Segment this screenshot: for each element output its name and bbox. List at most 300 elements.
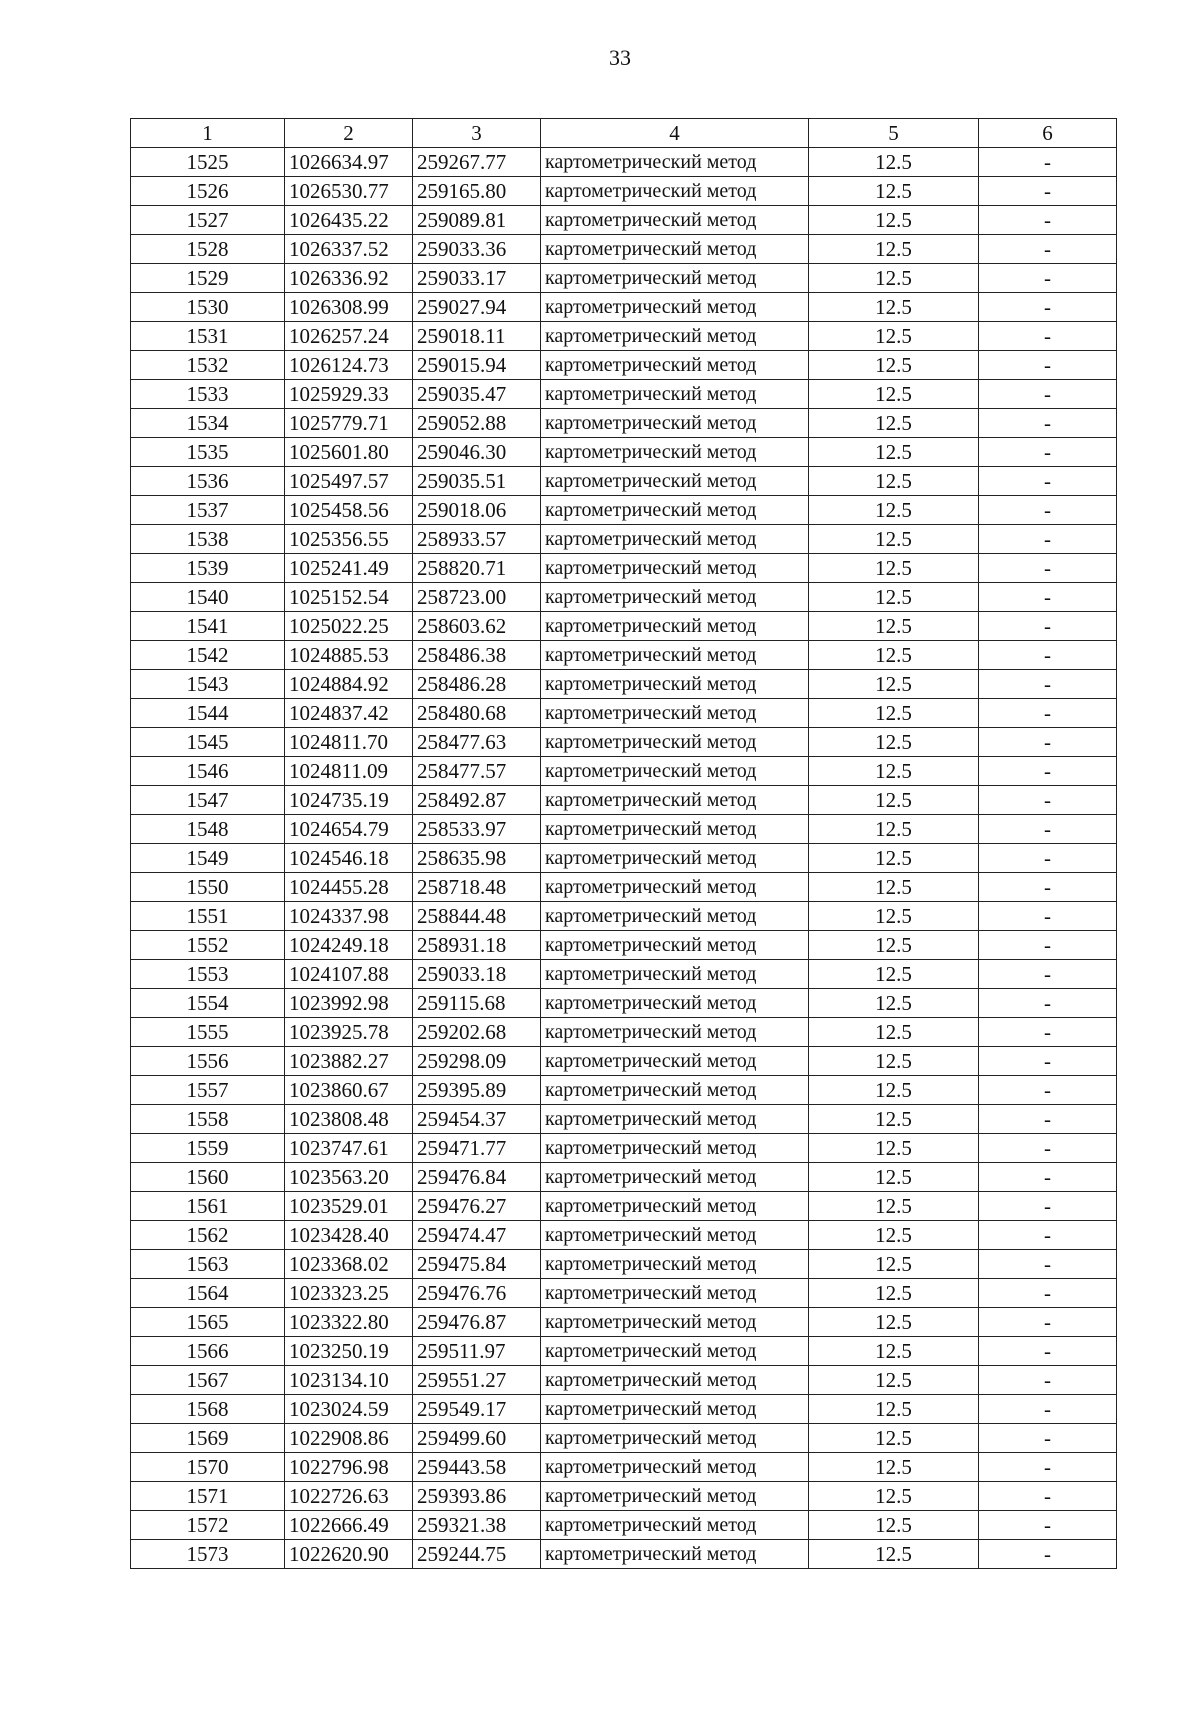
point-number-cell: 1550	[131, 873, 285, 902]
column-header-4: 4	[541, 119, 809, 148]
point-number-cell: 1555	[131, 1018, 285, 1047]
y-coordinate-cell: 258718.48	[413, 873, 541, 902]
method-cell: картометрический метод	[541, 438, 809, 467]
x-coordinate-cell: 1024107.88	[285, 960, 413, 989]
note-cell: -	[979, 1453, 1117, 1482]
accuracy-cell: 12.5	[809, 1047, 979, 1076]
point-number-cell: 1539	[131, 554, 285, 583]
point-number-cell: 1543	[131, 670, 285, 699]
table-row	[131, 1540, 1117, 1569]
accuracy-cell: 12.5	[809, 1076, 979, 1105]
method-cell: картометрический метод	[541, 206, 809, 235]
table-row	[131, 902, 1117, 931]
y-coordinate-cell: 258477.57	[413, 757, 541, 786]
point-number-cell: 1573	[131, 1540, 285, 1569]
x-coordinate-cell: 1026530.77	[285, 177, 413, 206]
accuracy-cell: 12.5	[809, 1250, 979, 1279]
table-row	[131, 612, 1117, 641]
page-number: 33	[609, 45, 631, 70]
note-cell: -	[979, 612, 1117, 641]
y-coordinate-cell: 258933.57	[413, 525, 541, 554]
accuracy-cell: 12.5	[809, 1134, 979, 1163]
table-row	[131, 1192, 1117, 1221]
point-number-cell: 1538	[131, 525, 285, 554]
method-cell: картометрический метод	[541, 1076, 809, 1105]
table-row	[131, 757, 1117, 786]
x-coordinate-cell: 1023323.25	[285, 1279, 413, 1308]
x-coordinate-cell: 1023024.59	[285, 1395, 413, 1424]
accuracy-cell: 12.5	[809, 264, 979, 293]
point-number-cell: 1570	[131, 1453, 285, 1482]
x-coordinate-cell: 1025601.80	[285, 438, 413, 467]
table-row	[131, 1337, 1117, 1366]
table-row	[131, 1453, 1117, 1482]
accuracy-cell: 12.5	[809, 148, 979, 177]
accuracy-cell: 12.5	[809, 554, 979, 583]
accuracy-cell: 12.5	[809, 1540, 979, 1569]
point-number-cell: 1532	[131, 351, 285, 380]
table-row	[131, 844, 1117, 873]
method-cell: картометрический метод	[541, 322, 809, 351]
note-cell: -	[979, 1424, 1117, 1453]
y-coordinate-cell: 259298.09	[413, 1047, 541, 1076]
note-cell: -	[979, 1192, 1117, 1221]
x-coordinate-cell: 1023747.61	[285, 1134, 413, 1163]
point-number-cell: 1534	[131, 409, 285, 438]
method-cell: картометрический метод	[541, 902, 809, 931]
point-number-cell: 1547	[131, 786, 285, 815]
accuracy-cell: 12.5	[809, 1337, 979, 1366]
method-cell: картометрический метод	[541, 612, 809, 641]
column-header-5: 5	[809, 119, 979, 148]
accuracy-cell: 12.5	[809, 409, 979, 438]
y-coordinate-cell: 259165.80	[413, 177, 541, 206]
accuracy-cell: 12.5	[809, 206, 979, 235]
note-cell: -	[979, 1250, 1117, 1279]
point-number-cell: 1537	[131, 496, 285, 525]
x-coordinate-cell: 1022908.86	[285, 1424, 413, 1453]
table-row	[131, 815, 1117, 844]
note-cell: -	[979, 1134, 1117, 1163]
x-coordinate-cell: 1026337.52	[285, 235, 413, 264]
table-row	[131, 728, 1117, 757]
point-number-cell: 1559	[131, 1134, 285, 1163]
table-row	[131, 1105, 1117, 1134]
x-coordinate-cell: 1026634.97	[285, 148, 413, 177]
note-cell: -	[979, 844, 1117, 873]
method-cell: картометрический метод	[541, 1366, 809, 1395]
method-cell: картометрический метод	[541, 496, 809, 525]
table-row	[131, 1308, 1117, 1337]
point-number-cell: 1528	[131, 235, 285, 264]
point-number-cell: 1562	[131, 1221, 285, 1250]
x-coordinate-cell: 1025497.57	[285, 467, 413, 496]
accuracy-cell: 12.5	[809, 496, 979, 525]
note-cell: -	[979, 1163, 1117, 1192]
method-cell: картометрический метод	[541, 1424, 809, 1453]
method-cell: картометрический метод	[541, 467, 809, 496]
method-cell: картометрический метод	[541, 1395, 809, 1424]
note-cell: -	[979, 177, 1117, 206]
table-row	[131, 554, 1117, 583]
note-cell: -	[979, 351, 1117, 380]
y-coordinate-cell: 259027.94	[413, 293, 541, 322]
x-coordinate-cell: 1025356.55	[285, 525, 413, 554]
accuracy-cell: 12.5	[809, 351, 979, 380]
method-cell: картометрический метод	[541, 293, 809, 322]
y-coordinate-cell: 259549.17	[413, 1395, 541, 1424]
accuracy-cell: 12.5	[809, 322, 979, 351]
y-coordinate-cell: 259499.60	[413, 1424, 541, 1453]
note-cell: -	[979, 1511, 1117, 1540]
method-cell: картометрический метод	[541, 409, 809, 438]
y-coordinate-cell: 258723.00	[413, 583, 541, 612]
table-row	[131, 1395, 1117, 1424]
accuracy-cell: 12.5	[809, 1018, 979, 1047]
method-cell: картометрический метод	[541, 786, 809, 815]
y-coordinate-cell: 259443.58	[413, 1453, 541, 1482]
accuracy-cell: 12.5	[809, 1163, 979, 1192]
point-number-cell: 1565	[131, 1308, 285, 1337]
table-row	[131, 206, 1117, 235]
note-cell: -	[979, 554, 1117, 583]
method-cell: картометрический метод	[541, 960, 809, 989]
x-coordinate-cell: 1026124.73	[285, 351, 413, 380]
point-number-cell: 1571	[131, 1482, 285, 1511]
method-cell: картометрический метод	[541, 1482, 809, 1511]
note-cell: -	[979, 1279, 1117, 1308]
accuracy-cell: 12.5	[809, 1308, 979, 1337]
x-coordinate-cell: 1024455.28	[285, 873, 413, 902]
note-cell: -	[979, 815, 1117, 844]
table-row	[131, 583, 1117, 612]
note-cell: -	[979, 931, 1117, 960]
point-number-cell: 1544	[131, 699, 285, 728]
method-cell: картометрический метод	[541, 1511, 809, 1540]
x-coordinate-cell: 1023925.78	[285, 1018, 413, 1047]
method-cell: картометрический метод	[541, 989, 809, 1018]
method-cell: картометрический метод	[541, 844, 809, 873]
y-coordinate-cell: 259035.51	[413, 467, 541, 496]
method-cell: картометрический метод	[541, 1105, 809, 1134]
accuracy-cell: 12.5	[809, 699, 979, 728]
accuracy-cell: 12.5	[809, 815, 979, 844]
table-row	[131, 351, 1117, 380]
table-row	[131, 148, 1117, 177]
table-row	[131, 293, 1117, 322]
y-coordinate-cell: 258533.97	[413, 815, 541, 844]
y-coordinate-cell: 259033.36	[413, 235, 541, 264]
accuracy-cell: 12.5	[809, 757, 979, 786]
y-coordinate-cell: 259018.06	[413, 496, 541, 525]
table-row	[131, 960, 1117, 989]
table-row	[131, 670, 1117, 699]
method-cell: картометрический метод	[541, 583, 809, 612]
accuracy-cell: 12.5	[809, 1424, 979, 1453]
x-coordinate-cell: 1023134.10	[285, 1366, 413, 1395]
table-row	[131, 235, 1117, 264]
point-number-cell: 1557	[131, 1076, 285, 1105]
table-row	[131, 496, 1117, 525]
x-coordinate-cell: 1023322.80	[285, 1308, 413, 1337]
table-row	[131, 873, 1117, 902]
point-number-cell: 1526	[131, 177, 285, 206]
method-cell: картометрический метод	[541, 728, 809, 757]
table-row	[131, 989, 1117, 1018]
note-cell: -	[979, 1540, 1117, 1569]
note-cell: -	[979, 873, 1117, 902]
point-number-cell: 1572	[131, 1511, 285, 1540]
x-coordinate-cell: 1026308.99	[285, 293, 413, 322]
y-coordinate-cell: 259244.75	[413, 1540, 541, 1569]
point-number-cell: 1568	[131, 1395, 285, 1424]
accuracy-cell: 12.5	[809, 380, 979, 409]
x-coordinate-cell: 1023250.19	[285, 1337, 413, 1366]
point-number-cell: 1569	[131, 1424, 285, 1453]
y-coordinate-cell: 258931.18	[413, 931, 541, 960]
method-cell: картометрический метод	[541, 1250, 809, 1279]
point-number-cell: 1558	[131, 1105, 285, 1134]
note-cell: -	[979, 699, 1117, 728]
table-row	[131, 264, 1117, 293]
x-coordinate-cell: 1022796.98	[285, 1453, 413, 1482]
table-row	[131, 641, 1117, 670]
method-cell: картометрический метод	[541, 873, 809, 902]
y-coordinate-cell: 259046.30	[413, 438, 541, 467]
y-coordinate-cell: 259395.89	[413, 1076, 541, 1105]
coordinates-table	[130, 118, 1117, 1569]
column-header-1: 1	[131, 119, 285, 148]
note-cell: -	[979, 322, 1117, 351]
y-coordinate-cell: 259471.77	[413, 1134, 541, 1163]
table-row	[131, 1482, 1117, 1511]
note-cell: -	[979, 264, 1117, 293]
accuracy-cell: 12.5	[809, 1482, 979, 1511]
y-coordinate-cell: 258486.38	[413, 641, 541, 670]
table-row	[131, 525, 1117, 554]
y-coordinate-cell: 258820.71	[413, 554, 541, 583]
y-coordinate-cell: 259015.94	[413, 351, 541, 380]
y-coordinate-cell: 258635.98	[413, 844, 541, 873]
note-cell: -	[979, 1076, 1117, 1105]
y-coordinate-cell: 259476.27	[413, 1192, 541, 1221]
table-header-row	[131, 119, 1117, 148]
table-row	[131, 1221, 1117, 1250]
method-cell: картометрический метод	[541, 641, 809, 670]
note-cell: -	[979, 235, 1117, 264]
x-coordinate-cell: 1024837.42	[285, 699, 413, 728]
accuracy-cell: 12.5	[809, 1279, 979, 1308]
method-cell: картометрический метод	[541, 757, 809, 786]
note-cell: -	[979, 1337, 1117, 1366]
y-coordinate-cell: 259511.97	[413, 1337, 541, 1366]
note-cell: -	[979, 1047, 1117, 1076]
note-cell: -	[979, 148, 1117, 177]
y-coordinate-cell: 259476.76	[413, 1279, 541, 1308]
note-cell: -	[979, 1221, 1117, 1250]
x-coordinate-cell: 1025241.49	[285, 554, 413, 583]
accuracy-cell: 12.5	[809, 612, 979, 641]
note-cell: -	[979, 1366, 1117, 1395]
note-cell: -	[979, 496, 1117, 525]
point-number-cell: 1529	[131, 264, 285, 293]
table-row	[131, 1279, 1117, 1308]
table-row	[131, 1134, 1117, 1163]
x-coordinate-cell: 1025022.25	[285, 612, 413, 641]
y-coordinate-cell: 259035.47	[413, 380, 541, 409]
x-coordinate-cell: 1026336.92	[285, 264, 413, 293]
accuracy-cell: 12.5	[809, 902, 979, 931]
table-row	[131, 177, 1117, 206]
method-cell: картометрический метод	[541, 525, 809, 554]
note-cell: -	[979, 989, 1117, 1018]
y-coordinate-cell: 259475.84	[413, 1250, 541, 1279]
point-number-cell: 1525	[131, 148, 285, 177]
x-coordinate-cell: 1024249.18	[285, 931, 413, 960]
point-number-cell: 1533	[131, 380, 285, 409]
y-coordinate-cell: 259393.86	[413, 1482, 541, 1511]
y-coordinate-cell: 258603.62	[413, 612, 541, 641]
y-coordinate-cell: 259033.17	[413, 264, 541, 293]
method-cell: картометрический метод	[541, 815, 809, 844]
method-cell: картометрический метод	[541, 264, 809, 293]
x-coordinate-cell: 1023992.98	[285, 989, 413, 1018]
x-coordinate-cell: 1022666.49	[285, 1511, 413, 1540]
accuracy-cell: 12.5	[809, 786, 979, 815]
note-cell: -	[979, 641, 1117, 670]
method-cell: картометрический метод	[541, 148, 809, 177]
x-coordinate-cell: 1026435.22	[285, 206, 413, 235]
y-coordinate-cell: 258486.28	[413, 670, 541, 699]
x-coordinate-cell: 1024811.70	[285, 728, 413, 757]
column-header-6: 6	[979, 119, 1117, 148]
x-coordinate-cell: 1022726.63	[285, 1482, 413, 1511]
method-cell: картометрический метод	[541, 1134, 809, 1163]
table-row	[131, 699, 1117, 728]
x-coordinate-cell: 1022620.90	[285, 1540, 413, 1569]
table-body	[131, 148, 1117, 1569]
method-cell: картометрический метод	[541, 1453, 809, 1482]
note-cell: -	[979, 1308, 1117, 1337]
accuracy-cell: 12.5	[809, 1395, 979, 1424]
x-coordinate-cell: 1024654.79	[285, 815, 413, 844]
y-coordinate-cell: 259476.84	[413, 1163, 541, 1192]
point-number-cell: 1548	[131, 815, 285, 844]
table-row	[131, 1047, 1117, 1076]
note-cell: -	[979, 467, 1117, 496]
accuracy-cell: 12.5	[809, 1105, 979, 1134]
x-coordinate-cell: 1023529.01	[285, 1192, 413, 1221]
accuracy-cell: 12.5	[809, 728, 979, 757]
accuracy-cell: 12.5	[809, 1192, 979, 1221]
note-cell: -	[979, 583, 1117, 612]
y-coordinate-cell: 259033.18	[413, 960, 541, 989]
x-coordinate-cell: 1023882.27	[285, 1047, 413, 1076]
x-coordinate-cell: 1023563.20	[285, 1163, 413, 1192]
note-cell: -	[979, 1105, 1117, 1134]
accuracy-cell: 12.5	[809, 1366, 979, 1395]
point-number-cell: 1561	[131, 1192, 285, 1221]
accuracy-cell: 12.5	[809, 670, 979, 699]
point-number-cell: 1545	[131, 728, 285, 757]
table-row	[131, 786, 1117, 815]
point-number-cell: 1564	[131, 1279, 285, 1308]
table-row	[131, 1076, 1117, 1105]
note-cell: -	[979, 206, 1117, 235]
y-coordinate-cell: 259089.81	[413, 206, 541, 235]
method-cell: картометрический метод	[541, 1337, 809, 1366]
method-cell: картометрический метод	[541, 931, 809, 960]
y-coordinate-cell: 259321.38	[413, 1511, 541, 1540]
accuracy-cell: 12.5	[809, 235, 979, 264]
y-coordinate-cell: 259202.68	[413, 1018, 541, 1047]
accuracy-cell: 12.5	[809, 960, 979, 989]
accuracy-cell: 12.5	[809, 438, 979, 467]
column-header-3: 3	[413, 119, 541, 148]
point-number-cell: 1566	[131, 1337, 285, 1366]
method-cell: картометрический метод	[541, 1192, 809, 1221]
method-cell: картометрический метод	[541, 1308, 809, 1337]
table-row	[131, 380, 1117, 409]
table-row	[131, 1511, 1117, 1540]
column-header-2: 2	[285, 119, 413, 148]
x-coordinate-cell: 1024546.18	[285, 844, 413, 873]
note-cell: -	[979, 409, 1117, 438]
method-cell: картометрический метод	[541, 1018, 809, 1047]
x-coordinate-cell: 1023368.02	[285, 1250, 413, 1279]
note-cell: -	[979, 1018, 1117, 1047]
y-coordinate-cell: 259115.68	[413, 989, 541, 1018]
point-number-cell: 1546	[131, 757, 285, 786]
table-row	[131, 467, 1117, 496]
table-row	[131, 1250, 1117, 1279]
x-coordinate-cell: 1024337.98	[285, 902, 413, 931]
point-number-cell: 1551	[131, 902, 285, 931]
x-coordinate-cell: 1024884.92	[285, 670, 413, 699]
x-coordinate-cell: 1026257.24	[285, 322, 413, 351]
accuracy-cell: 12.5	[809, 293, 979, 322]
method-cell: картометрический метод	[541, 351, 809, 380]
x-coordinate-cell: 1025779.71	[285, 409, 413, 438]
point-number-cell: 1536	[131, 467, 285, 496]
method-cell: картометрический метод	[541, 1221, 809, 1250]
y-coordinate-cell: 259551.27	[413, 1366, 541, 1395]
method-cell: картометрический метод	[541, 235, 809, 264]
x-coordinate-cell: 1024885.53	[285, 641, 413, 670]
accuracy-cell: 12.5	[809, 931, 979, 960]
note-cell: -	[979, 438, 1117, 467]
note-cell: -	[979, 757, 1117, 786]
point-number-cell: 1530	[131, 293, 285, 322]
note-cell: -	[979, 293, 1117, 322]
table-row	[131, 438, 1117, 467]
y-coordinate-cell: 258492.87	[413, 786, 541, 815]
x-coordinate-cell: 1024811.09	[285, 757, 413, 786]
accuracy-cell: 12.5	[809, 583, 979, 612]
table-row	[131, 1424, 1117, 1453]
point-number-cell: 1567	[131, 1366, 285, 1395]
note-cell: -	[979, 960, 1117, 989]
accuracy-cell: 12.5	[809, 873, 979, 902]
note-cell: -	[979, 1395, 1117, 1424]
x-coordinate-cell: 1023428.40	[285, 1221, 413, 1250]
y-coordinate-cell: 259267.77	[413, 148, 541, 177]
note-cell: -	[979, 728, 1117, 757]
note-cell: -	[979, 670, 1117, 699]
x-coordinate-cell: 1025152.54	[285, 583, 413, 612]
accuracy-cell: 12.5	[809, 1511, 979, 1540]
point-number-cell: 1549	[131, 844, 285, 873]
